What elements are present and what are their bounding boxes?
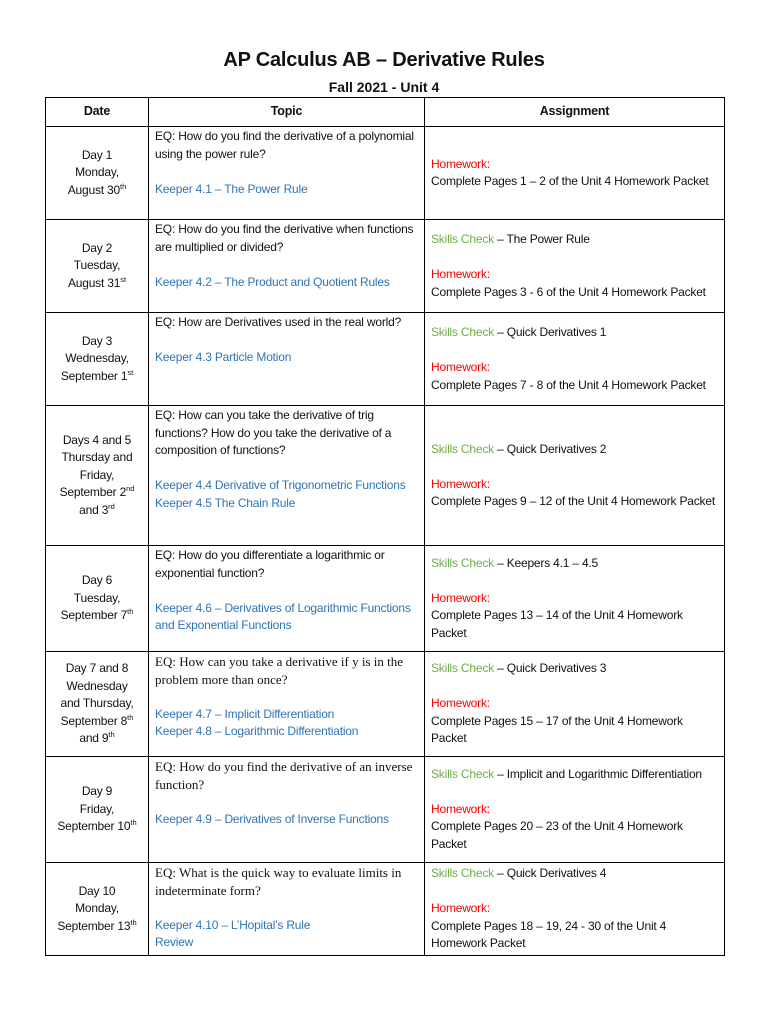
homework-text: Complete Pages 1 – 2 of the Unit 4 Homework Packet xyxy=(431,174,709,188)
date-line xyxy=(49,883,145,901)
date-ordinal-suffix: st xyxy=(127,367,134,377)
date-ordinal-suffix: th xyxy=(119,181,127,191)
date-line xyxy=(49,467,145,485)
essential-question: EQ: How can you take a derivative if y is in the problem more than once? xyxy=(155,654,404,687)
skills-check-topic: – Quick Derivatives 2 xyxy=(493,441,607,456)
date-text: September 10 xyxy=(57,819,131,834)
homework-label: Homework: xyxy=(431,156,490,171)
table-body xyxy=(46,127,725,956)
header-assignment: Assignment xyxy=(425,98,725,127)
keeper-title: Keeper 4.9 – Derivatives of Inverse Functions xyxy=(155,811,389,826)
date-line xyxy=(49,607,145,625)
keeper-title: Keeper 4.8 – Logarithmic Differentiation xyxy=(155,724,359,738)
date-ordinal-suffix: rd xyxy=(108,501,115,511)
homework-text: Complete Pages 13 – 14 of the Unit 4 Homework Packet xyxy=(431,608,683,640)
assignment-cell xyxy=(425,546,725,652)
date-text: September 8 xyxy=(60,713,128,728)
topic-cell xyxy=(149,313,425,406)
date-text: and 3 xyxy=(79,502,109,517)
line-spacer xyxy=(431,783,718,801)
date-cell xyxy=(46,652,149,757)
header-date: Date xyxy=(46,98,149,127)
date-line xyxy=(49,164,145,182)
essential-question: EQ: How do you find the derivative of a polynomial using the power rule? xyxy=(155,129,414,161)
date-text: September 2 xyxy=(59,485,127,500)
date-text: Days 4 and 5 xyxy=(62,432,132,447)
line-spacer xyxy=(155,793,418,811)
date-line xyxy=(49,572,145,590)
date-text: September 7 xyxy=(60,608,128,623)
date-line xyxy=(49,484,145,502)
homework-label: Homework: xyxy=(431,590,490,605)
homework-label: Homework: xyxy=(431,476,490,491)
topic-cell xyxy=(149,546,425,652)
date-ordinal-suffix: th xyxy=(127,712,134,722)
skills-check-label: Skills Check xyxy=(431,866,494,881)
line-spacer xyxy=(431,572,718,590)
line-spacer xyxy=(431,249,718,267)
homework-text: Complete Pages 18 – 19, 24 - 30 of the Unit 4 Homework Packet xyxy=(431,918,667,951)
skills-check-line xyxy=(431,441,718,459)
homework-label: Homework: xyxy=(431,801,490,816)
line-spacer xyxy=(155,582,418,600)
date-line xyxy=(49,449,145,467)
table-row xyxy=(46,757,725,863)
date-line xyxy=(49,275,145,293)
date-ordinal-suffix: th xyxy=(130,917,137,927)
date-text: Day 10 xyxy=(78,883,116,898)
date-line xyxy=(49,695,145,713)
homework-text: Complete Pages 20 – 23 of the Unit 4 Homework Packet xyxy=(431,819,683,851)
line-spacer xyxy=(431,883,718,901)
date-line xyxy=(49,147,145,165)
date-line xyxy=(49,900,145,918)
assignment-cell xyxy=(425,406,725,546)
date-text: Day 6 xyxy=(81,573,113,588)
header-topic: Topic xyxy=(149,98,425,127)
topic-cell xyxy=(149,757,425,863)
date-line xyxy=(49,257,145,275)
date-line xyxy=(49,801,145,819)
essential-question: EQ: What is the quick way to evaluate limits in indeterminate form? xyxy=(155,865,402,898)
date-cell xyxy=(46,406,149,546)
skills-check-line xyxy=(431,555,718,573)
homework-text: Complete Pages 7 - 8 of the Unit 4 Homework Packet xyxy=(431,377,706,392)
keeper-title: Review xyxy=(155,935,194,949)
topic-cell xyxy=(149,406,425,546)
skills-check-label: Skills Check xyxy=(431,766,494,781)
date-text: Wednesday xyxy=(66,678,128,693)
homework-text: Complete Pages 15 – 17 of the Unit 4 Homework Packet xyxy=(431,713,683,746)
line-spacer xyxy=(155,899,418,917)
date-ordinal-suffix: nd xyxy=(126,484,135,494)
date-text: Thursday and xyxy=(61,450,133,465)
skills-check-line xyxy=(431,660,718,678)
line-spacer xyxy=(431,678,718,696)
skills-check-label: Skills Check xyxy=(431,555,494,570)
date-line xyxy=(49,590,145,608)
table-row xyxy=(46,127,725,220)
homework-label: Homework: xyxy=(431,267,490,281)
assignment-cell xyxy=(425,652,725,757)
topic-cell xyxy=(149,863,425,956)
skills-check-label: Skills Check xyxy=(431,661,494,676)
assignment-cell xyxy=(425,220,725,313)
date-text: Tuesday, xyxy=(73,590,121,605)
date-text: September 1 xyxy=(60,368,128,383)
keeper-title: Keeper 4.2 – The Product and Quotient Rules xyxy=(155,274,390,289)
date-cell xyxy=(46,757,149,863)
date-ordinal-suffix: th xyxy=(127,607,134,617)
date-line xyxy=(49,730,145,748)
skills-check-topic: – Keepers 4.1 – 4.5 xyxy=(493,555,599,570)
date-text: Day 2 xyxy=(81,240,113,255)
line-spacer xyxy=(155,460,418,478)
homework-text: Complete Pages 9 – 12 of the Unit 4 Homework Packet xyxy=(431,494,715,508)
date-line xyxy=(49,502,145,520)
homework-text: Complete Pages 3 - 6 of the Unit 4 Homework Packet xyxy=(431,284,706,299)
date-text: Day 3 xyxy=(81,333,113,348)
date-line xyxy=(49,678,145,696)
essential-question: EQ: How do you find the derivative when functions are multiplied or divided? xyxy=(155,222,414,254)
date-text: Day 7 and 8 xyxy=(65,661,129,676)
essential-question: EQ: How do you find the derivative of an inverse function? xyxy=(155,759,413,792)
date-cell xyxy=(46,220,149,313)
date-ordinal-suffix: st xyxy=(120,274,127,284)
keeper-title: Keeper 4.10 – L’Hopital’s Rule xyxy=(155,917,311,932)
date-text: Monday, xyxy=(75,901,119,916)
date-ordinal-suffix: th xyxy=(130,818,137,828)
line-spacer xyxy=(155,256,418,274)
skills-check-label: Skills Check xyxy=(431,441,494,456)
keeper-title: Keeper 4.3 Particle Motion xyxy=(155,350,292,364)
skills-check-label: Skills Check xyxy=(431,325,494,339)
date-line xyxy=(49,240,145,258)
date-line xyxy=(49,432,145,450)
assignment-cell xyxy=(425,863,725,956)
date-line xyxy=(49,350,145,368)
assignment-cell xyxy=(425,127,725,220)
date-text: Friday, xyxy=(79,467,115,482)
page-subtitle: Fall 2021 - Unit 4 xyxy=(328,79,440,95)
skills-check-line xyxy=(431,324,718,342)
page-title: AP Calculus AB – Derivative Rules xyxy=(223,49,545,71)
skills-check-label: Skills Check xyxy=(431,232,494,246)
keeper-title: Keeper 4.1 – The Power Rule xyxy=(155,181,308,196)
keeper-title: Keeper 4.7 – Implicit Differentiation xyxy=(155,706,335,721)
date-cell xyxy=(46,863,149,956)
date-line xyxy=(49,660,145,678)
skills-check-topic: – Quick Derivatives 3 xyxy=(493,661,607,676)
date-text: and Thursday, xyxy=(60,696,134,711)
date-cell xyxy=(46,127,149,220)
homework-label: Homework: xyxy=(431,696,490,711)
line-spacer xyxy=(155,688,418,706)
date-line xyxy=(49,783,145,801)
table-header xyxy=(46,98,725,127)
skills-check-line xyxy=(431,231,718,249)
skills-check-line xyxy=(431,766,718,784)
date-line xyxy=(49,818,145,836)
table-row xyxy=(46,652,725,757)
date-text: August 31 xyxy=(67,275,121,290)
homework-label: Homework: xyxy=(431,360,490,374)
date-text: and 9 xyxy=(79,731,109,746)
date-text: September 13 xyxy=(57,918,131,933)
table-row xyxy=(46,313,725,406)
table-row xyxy=(46,863,725,956)
skills-check-line xyxy=(431,865,718,883)
keeper-title: Keeper 4.5 The Chain Rule xyxy=(155,495,296,510)
skills-check-topic: – Implicit and Logarithmic Differentiation xyxy=(493,766,702,781)
table-row xyxy=(46,546,725,652)
line-spacer xyxy=(431,458,718,476)
date-text: Day 1 xyxy=(81,147,113,162)
assignment-cell xyxy=(425,757,725,863)
skills-check-topic: – The Power Rule xyxy=(493,232,590,246)
table-row xyxy=(46,220,725,313)
assignment-cell xyxy=(425,313,725,406)
date-line xyxy=(49,182,145,200)
date-text: Monday, xyxy=(75,165,119,180)
date-line xyxy=(49,368,145,386)
essential-question: EQ: How are Derivatives used in the real world? xyxy=(155,315,402,329)
skills-check-topic: – Quick Derivatives 1 xyxy=(493,325,607,339)
date-cell xyxy=(46,313,149,406)
header-row xyxy=(46,98,725,127)
date-text: August 30 xyxy=(67,182,120,197)
topic-cell xyxy=(149,220,425,313)
topic-cell xyxy=(149,127,425,220)
date-ordinal-suffix: th xyxy=(108,730,115,740)
line-spacer xyxy=(431,342,718,360)
line-spacer xyxy=(155,332,418,350)
keeper-title: Keeper 4.4 Derivative of Trigonometric Functions xyxy=(155,478,406,492)
date-text: Day 9 xyxy=(81,784,113,799)
date-cell xyxy=(46,546,149,652)
homework-label: Homework: xyxy=(431,901,490,916)
date-line xyxy=(49,918,145,936)
skills-check-topic: – Quick Derivatives 4 xyxy=(493,866,607,881)
keeper-title: Keeper 4.6 – Derivatives of Logarithmic Functions and Exponential Functions xyxy=(155,600,411,632)
date-line xyxy=(49,333,145,351)
table-row xyxy=(46,406,725,546)
date-text: Tuesday, xyxy=(73,258,121,273)
topic-cell xyxy=(149,652,425,757)
schedule-table xyxy=(45,97,725,956)
line-spacer xyxy=(155,163,418,181)
date-line xyxy=(49,713,145,731)
essential-question: EQ: How do you differentiate a logarithmic or exponential function? xyxy=(155,548,385,580)
date-text: Friday, xyxy=(79,801,115,816)
date-text: Wednesday, xyxy=(65,351,129,366)
essential-question: EQ: How can you take the derivative of trig functions? How do you take the derivative of a composition of functions? xyxy=(155,408,392,457)
